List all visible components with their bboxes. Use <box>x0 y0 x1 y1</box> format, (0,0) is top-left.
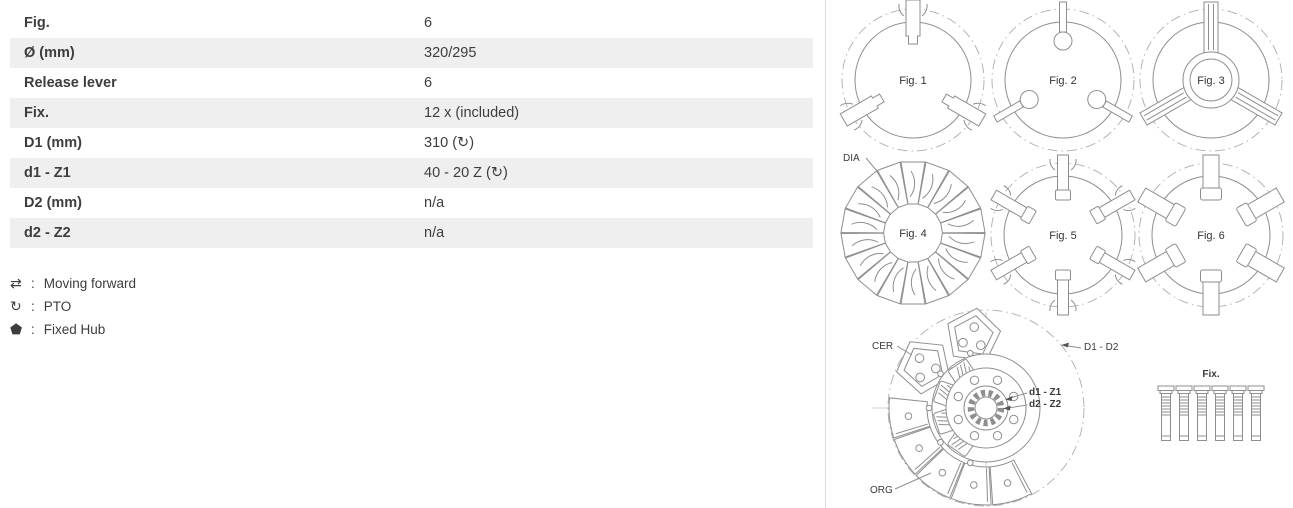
fig-5-label: Fig. 5 <box>1049 230 1077 242</box>
row-label: Fig. <box>24 15 50 31</box>
fig-4-diagram <box>841 162 985 304</box>
row-label: d1 - Z1 <box>24 165 71 181</box>
fig-3-diagram <box>1140 2 1282 151</box>
legend-separator: : <box>31 299 35 314</box>
d1-d2-annotation <box>1061 342 1119 353</box>
fig-1-diagram <box>837 0 990 151</box>
fig-2-diagram <box>991 2 1135 151</box>
legend-item <box>10 272 136 295</box>
legend-separator: : <box>31 276 35 291</box>
fix-label: Fix. <box>1202 369 1220 380</box>
fig-1-label: Fig. 1 <box>899 75 927 87</box>
legend-separator: : <box>31 322 35 337</box>
fig-6-label: Fig. 6 <box>1197 230 1225 242</box>
clutch-disc-diagram <box>870 305 1119 507</box>
row-value: 40 - 20 Z (↻) <box>424 165 508 181</box>
fig-3-label: Fig. 3 <box>1197 75 1225 87</box>
table-row <box>10 38 813 68</box>
org-label: ORG <box>870 485 893 496</box>
table-row <box>10 218 813 248</box>
row-label: D1 (mm) <box>24 135 83 151</box>
fixed-hub-icon: ⬟ <box>10 321 23 337</box>
row-label: Ø (mm) <box>24 45 75 61</box>
table-row <box>10 128 813 158</box>
dia-label: DIA <box>843 153 860 164</box>
pto-icon: ↻ <box>10 298 22 314</box>
row-label: Release lever <box>24 75 117 91</box>
table-row <box>10 188 813 218</box>
row-value: 12 x (included) <box>424 105 520 121</box>
row-value: n/a <box>424 195 445 211</box>
row-label: D2 (mm) <box>24 195 83 211</box>
fix-bolts-diagram <box>1158 369 1264 441</box>
fig-2-label: Fig. 2 <box>1049 75 1077 87</box>
table-row <box>10 8 813 38</box>
dia-annotation <box>843 153 877 171</box>
fig-6-diagram <box>1136 155 1285 315</box>
row-value: 320/295 <box>424 45 477 61</box>
symbol-legend <box>10 272 136 341</box>
row-value: 310 (↻) <box>424 135 475 151</box>
clutch-diagrams <box>826 0 1293 508</box>
table-row <box>10 68 813 98</box>
legend-label: Moving forward <box>43 276 137 291</box>
moving-forward-icon: ⇄ <box>10 275 22 291</box>
table-row <box>10 98 813 128</box>
row-value: 6 <box>424 75 433 91</box>
fig-4-label: Fig. 4 <box>899 228 927 240</box>
row-value: 6 <box>424 15 433 31</box>
legend-item <box>10 295 136 318</box>
cer-label: CER <box>872 341 894 352</box>
d2-z2-label: d2 - Z2 <box>1029 399 1062 410</box>
row-label: d2 - Z2 <box>24 225 71 241</box>
fig-5-diagram <box>987 155 1139 315</box>
spec-table <box>10 8 813 248</box>
legend-item <box>10 318 136 341</box>
legend-label: Fixed Hub <box>43 322 106 337</box>
legend-label: PTO <box>43 299 72 314</box>
row-label: Fix. <box>24 105 49 121</box>
d1-d2-label: D1 - D2 <box>1084 342 1119 353</box>
table-row <box>10 158 813 188</box>
d1-z1-label: d1 - Z1 <box>1029 387 1062 398</box>
diagram-panel <box>825 0 1293 508</box>
row-value: n/a <box>424 225 445 241</box>
